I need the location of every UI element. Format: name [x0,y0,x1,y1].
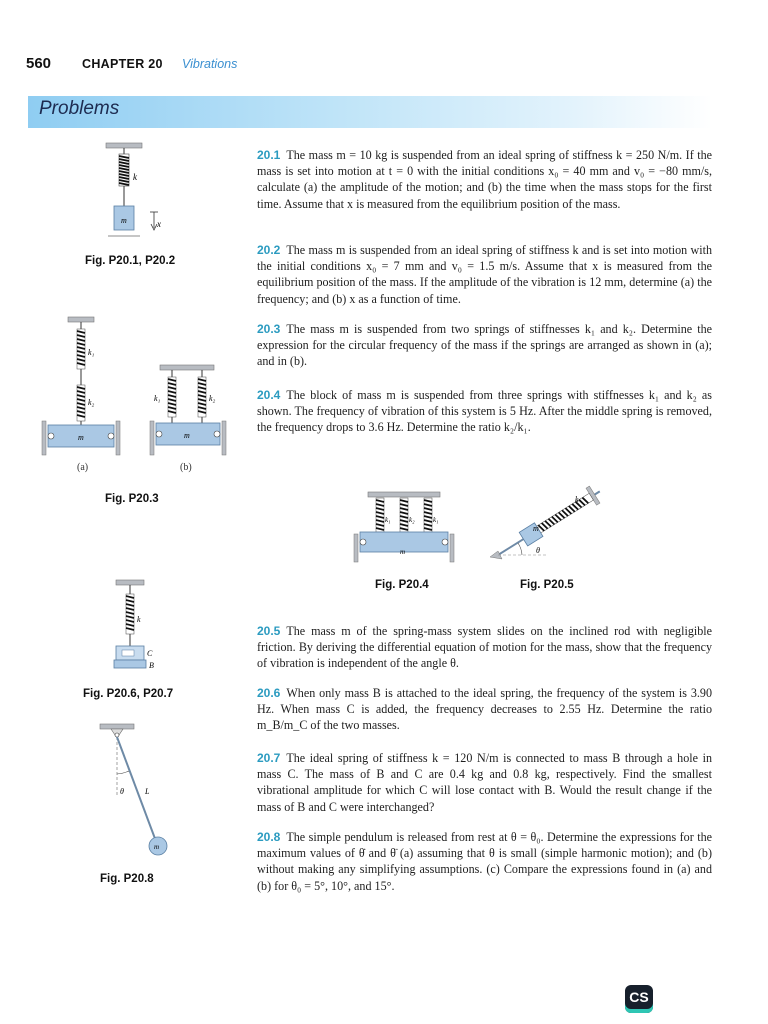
spring-label: k [575,495,579,504]
mass-label-b: B [149,661,154,670]
problem-number: 20.7 [257,751,281,765]
spring-label-k1: k₁ [385,516,391,524]
problem-text: The ideal spring of stiffness k = 120 N/m is connected to mass B through a hole in mass C. The mass of B and C are 0.4 kg and 0.8 kg, respectively. Find the smallest vibrational amplitude for which C will lose contact with B. Would the result change if the mass of B and C were interchanged? [257,751,712,814]
problem-20-1 [257,147,712,212]
problem-text: The mass m = 10 kg is suspended from an ideal spring of stiffness k = 250 N/m. If the mass is set into motion at t = 0 with the initial conditions x₀ = 40 mm and v₀ = −80 mm/s, calculate (a) the amplitude of the motion; and (b) the time when the mass stops for the first time. Assume that x is measured from the equilibrium position of the mass. [257,148,712,211]
problem-20-7 [257,750,712,815]
spring-two-mass-figure [108,578,168,676]
problem-number: 20.5 [257,624,281,638]
problem-20-3 [257,321,712,370]
spring-parallel-figure [148,363,228,465]
spring-label: k [133,172,137,182]
spring-label-k2: k₂ [409,516,415,524]
figure-caption: Fig. P20.1, P20.2 [85,255,176,267]
three-spring-figure [352,490,456,565]
problem-text: The block of mass m is suspended from three springs with stiffnesses k₁ and k₂ as shown. The frequency of vibration of this system is 5 Hz. After the middle spring is removed, the frequency drops to 3.6 Hz. Determine the ratio k₂/k₁. [257,388,712,435]
subfigure-label-a: (a) [77,462,89,473]
problem-20-4 [257,387,712,436]
pendulum-figure [95,722,175,862]
mass-label: m [121,216,127,225]
problem-number: 20.4 [257,388,281,402]
problem-20-6 [257,685,712,734]
page-number: 560 [26,55,52,72]
subfigure-label-b: (b) [180,462,192,473]
chapter-topic: Vibrations [182,57,238,71]
problem-text: When only mass B is attached to the ideal spring, the frequency of the system is 3.90 Hz. When mass C is added, the frequency decreases to 2.55 Hz. Determine the ratio m_B/m_C of the two masses. [257,686,712,733]
spring-label-k1: k₁ [154,394,161,403]
chapter-label: CHAPTER 20 [82,57,163,71]
problem-number: 20.8 [257,830,281,844]
angle-label: θ [536,546,540,555]
problem-text: The mass m of the spring-mass system slides on the inclined rod with negligible friction. By deriving the differential equation of motion for the mass, show that the frequency of vibration is independent of the angle θ. [257,624,712,671]
figure-caption: Fig. P20.8 [100,873,154,885]
figure-caption: Fig. P20.4 [375,579,429,591]
problem-text: The mass m is suspended from an ideal spring of stiffness k and is set into motion with the initial conditions x₀ = 7 mm and v₀ = 1.5 m/s. Assume that x is measured from the equilibrium position of the mass. If the amplitude of the vibration is 12 mm, determine (a) the frequency; and (b) x as a function of time. [257,243,712,306]
spring-series-figure [40,315,120,465]
spring-label-k1: k₁ [433,516,439,524]
problem-20-5 [257,623,712,672]
coordinate-label: x [157,219,161,229]
section-title: Problems [39,98,120,119]
problem-number: 20.6 [257,686,281,700]
mass-label: m [184,431,190,440]
problem-20-2 [257,242,712,307]
inclined-rod-figure [488,483,618,563]
problem-number: 20.1 [257,148,281,162]
spring-label: k [137,615,141,624]
spring-mass-figure [100,140,160,250]
angle-label: θ [120,787,124,796]
figure-caption: Fig. P20.5 [520,579,574,591]
length-label: L [145,787,150,796]
section-banner [28,96,712,128]
mass-label: m [154,843,160,851]
mass-label: m [78,433,84,442]
problem-number: 20.2 [257,243,281,257]
problem-number: 20.3 [257,322,281,336]
figure-caption: Fig. P20.3 [105,493,159,505]
scanner-app-badge-label: CS [629,989,649,1005]
problem-text: The mass m is suspended from two springs of stiffnesses k₁ and k₂. Determine the expression for the circular frequency of the mass if the springs are arranged as shown in (a); and in (b). [257,322,712,369]
spring-label-k1: k₁ [88,348,95,357]
spring-label-k2: k₂ [88,398,95,407]
mass-label: m [400,548,406,556]
figure-caption: Fig. P20.6, P20.7 [83,688,174,700]
mass-label-c: C [147,649,153,658]
mass-label: m [533,524,539,533]
spring-label-k2: k₂ [209,394,216,403]
problem-text: The simple pendulum is released from rest at θ = θ₀. Determine the expressions for the maximum values of θ̇ and θ̈ (a) assuming that θ is small (simple harmonic motion); and (b) without making any simplifying assumptions. (c) Compare the expressions found in (a) and (b) for θ₀ = 5°, 10°, and 15°. [257,830,712,893]
problem-20-8 [257,829,712,894]
